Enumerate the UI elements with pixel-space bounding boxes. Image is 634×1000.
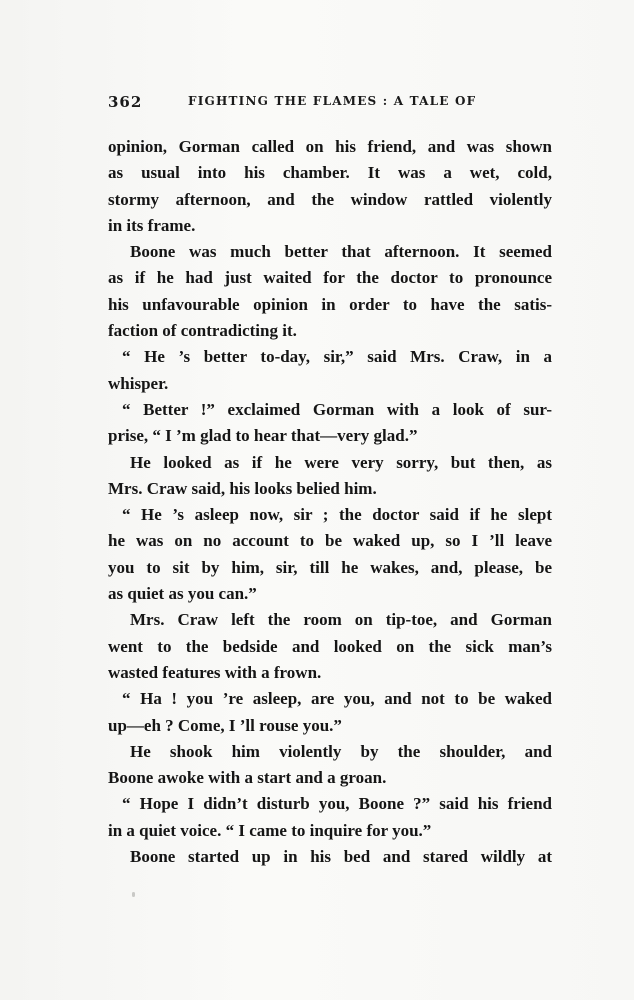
text-line: in a quiet voice. “ I came to inquire for you.” (108, 820, 432, 840)
text-line: Mrs. Craw left the room on tip-toe, and Gorman (130, 610, 552, 630)
text-line: as usual into his chamber. It was a wet, cold, (108, 163, 552, 183)
text-line: “ Better !” exclaimed Gorman with a look of sur- (122, 399, 552, 419)
text-line: Boone was much better that afternoon. It seemed (130, 242, 552, 262)
text-line: opinion, Gorman called on his friend, and was shown (108, 137, 552, 156)
text-line: went to the bedside and looked on the sick man’s (108, 636, 552, 656)
text-line: Mrs. Craw said, his looks belied him. (108, 478, 377, 498)
text-line: wasted features with a frown. (108, 662, 322, 682)
text-line: He shook him violently by the shoulder, and (130, 741, 552, 761)
text-line: “ He ’s asleep now, sir ; the doctor said if he slept (122, 505, 552, 525)
text-line: in its frame. (108, 215, 196, 235)
text-line: Boone started up in his bed and stared wildly at (130, 847, 552, 867)
text-line: “ Hope I didn’t disturb you, Boone ?” said his friend (122, 794, 552, 814)
text-line: faction of contradicting it. (108, 321, 297, 341)
text-line: prise, “ I ’m glad to hear that—very glad.” (108, 426, 418, 446)
text-line: “ Ha ! you ’re asleep, are you, and not to be waked (122, 689, 552, 709)
page-number: 362 (108, 93, 143, 111)
text-line: stormy afternoon, and the window rattled violently (108, 189, 552, 209)
text-line: He looked as if he were very sorry, but then, as (130, 452, 552, 472)
text-line: he was on no account to be waked up, so I ’ll leave (108, 531, 552, 551)
text-line: up—eh ? Come, I ’ll rouse you.” (108, 715, 342, 735)
running-head: FIGHTING THE FLAMES : A TALE OF (188, 94, 477, 108)
text-line: as if he had just waited for the doctor to pronounce (108, 268, 552, 288)
paper-speck (132, 892, 135, 897)
text-line: you to sit by him, sir, till he wakes, and, please, be (108, 557, 552, 577)
text-line: whisper. (108, 373, 169, 393)
text-line: his unfavourable opinion in order to have the satis- (108, 294, 552, 314)
body-text (108, 134, 552, 870)
text-line: as quiet as you can.” (108, 584, 257, 604)
page-header (108, 93, 548, 115)
text-line: Boone awoke with a start and a groan. (108, 768, 387, 788)
text-line: “ He ’s better to-day, sir,” said Mrs. Craw, in a (122, 347, 552, 367)
